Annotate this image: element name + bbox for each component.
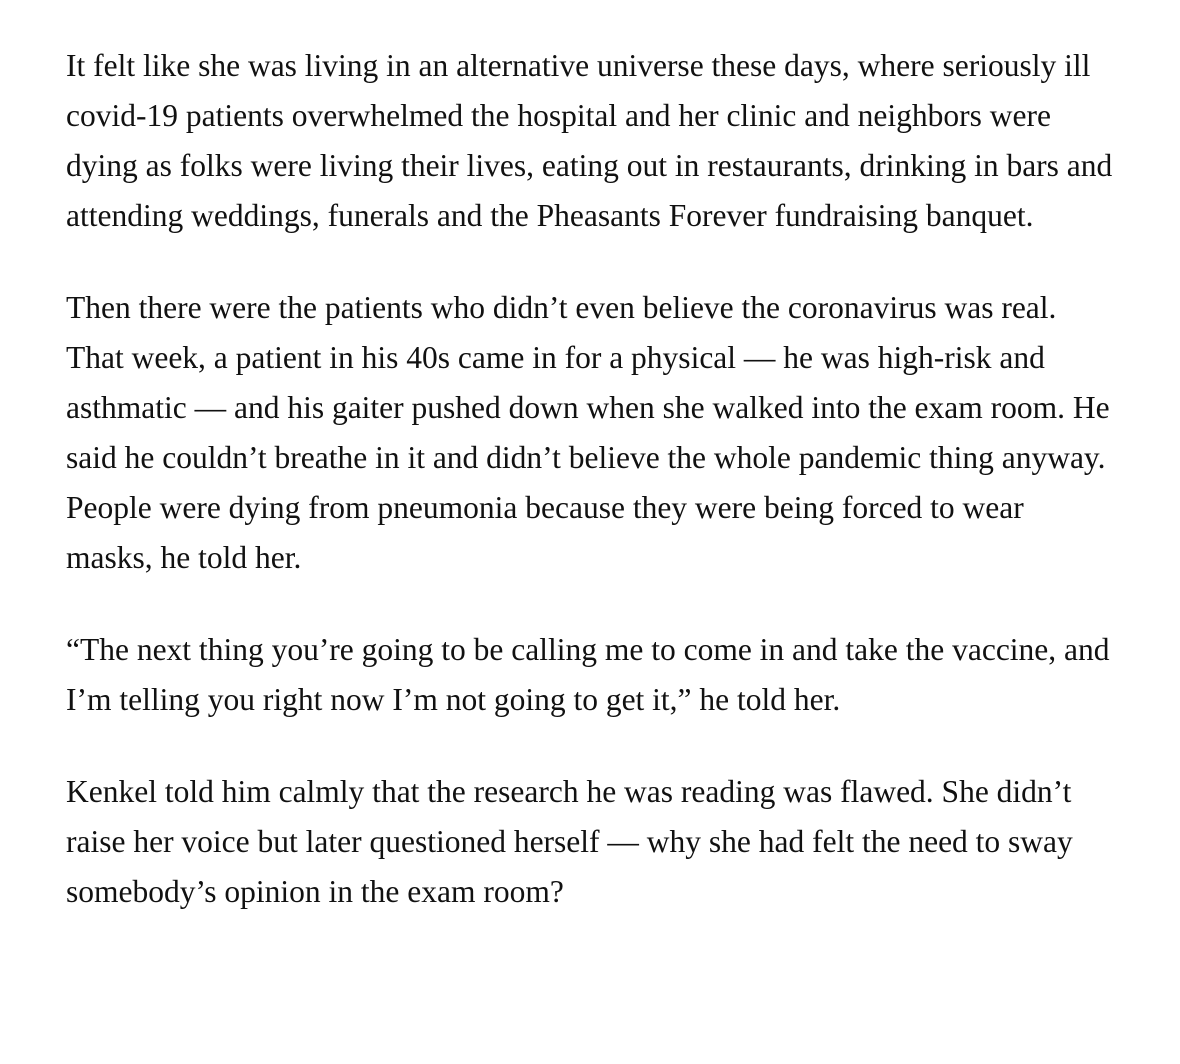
- paragraph-kenkel-response: Kenkel told him calmly that the research he was reading was flawed. She didn’t raise her voice but later questioned herself — why she had felt the need to sway somebody’s opinion in the exam room?: [66, 774, 1073, 909]
- paragraph-vaccine-quote: “The next thing you’re going to be calling me to come in and take the vaccine, and I’m telling you right now I’m not going to get it,” he told her.: [66, 632, 1110, 717]
- paragraph-patient-gaiter: Then there were the patients who didn’t even believe the coronavirus was real. That week, a patient in his 40s came in for a physical — he was high-risk and asthmatic — and his gaiter pushed down when she walked into the exam room. He said he couldn’t breathe in it and didn’t believe the whole pandemic thing anyway. People were dying from pneumonia because they were being forced to wear masks, he told her.: [66, 290, 1110, 575]
- paragraph-alternative-universe: It felt like she was living in an alternative universe these days, where seriously ill covid-19 patients overwhelmed the hospital and her clinic and neighbors were dying as folks were living their lives, eating out in restaurants, drinking in bars and attending weddings, funerals and the Pheasants Forever fundraising banquet.: [66, 48, 1113, 233]
- article-body: [66, 41, 1116, 917]
